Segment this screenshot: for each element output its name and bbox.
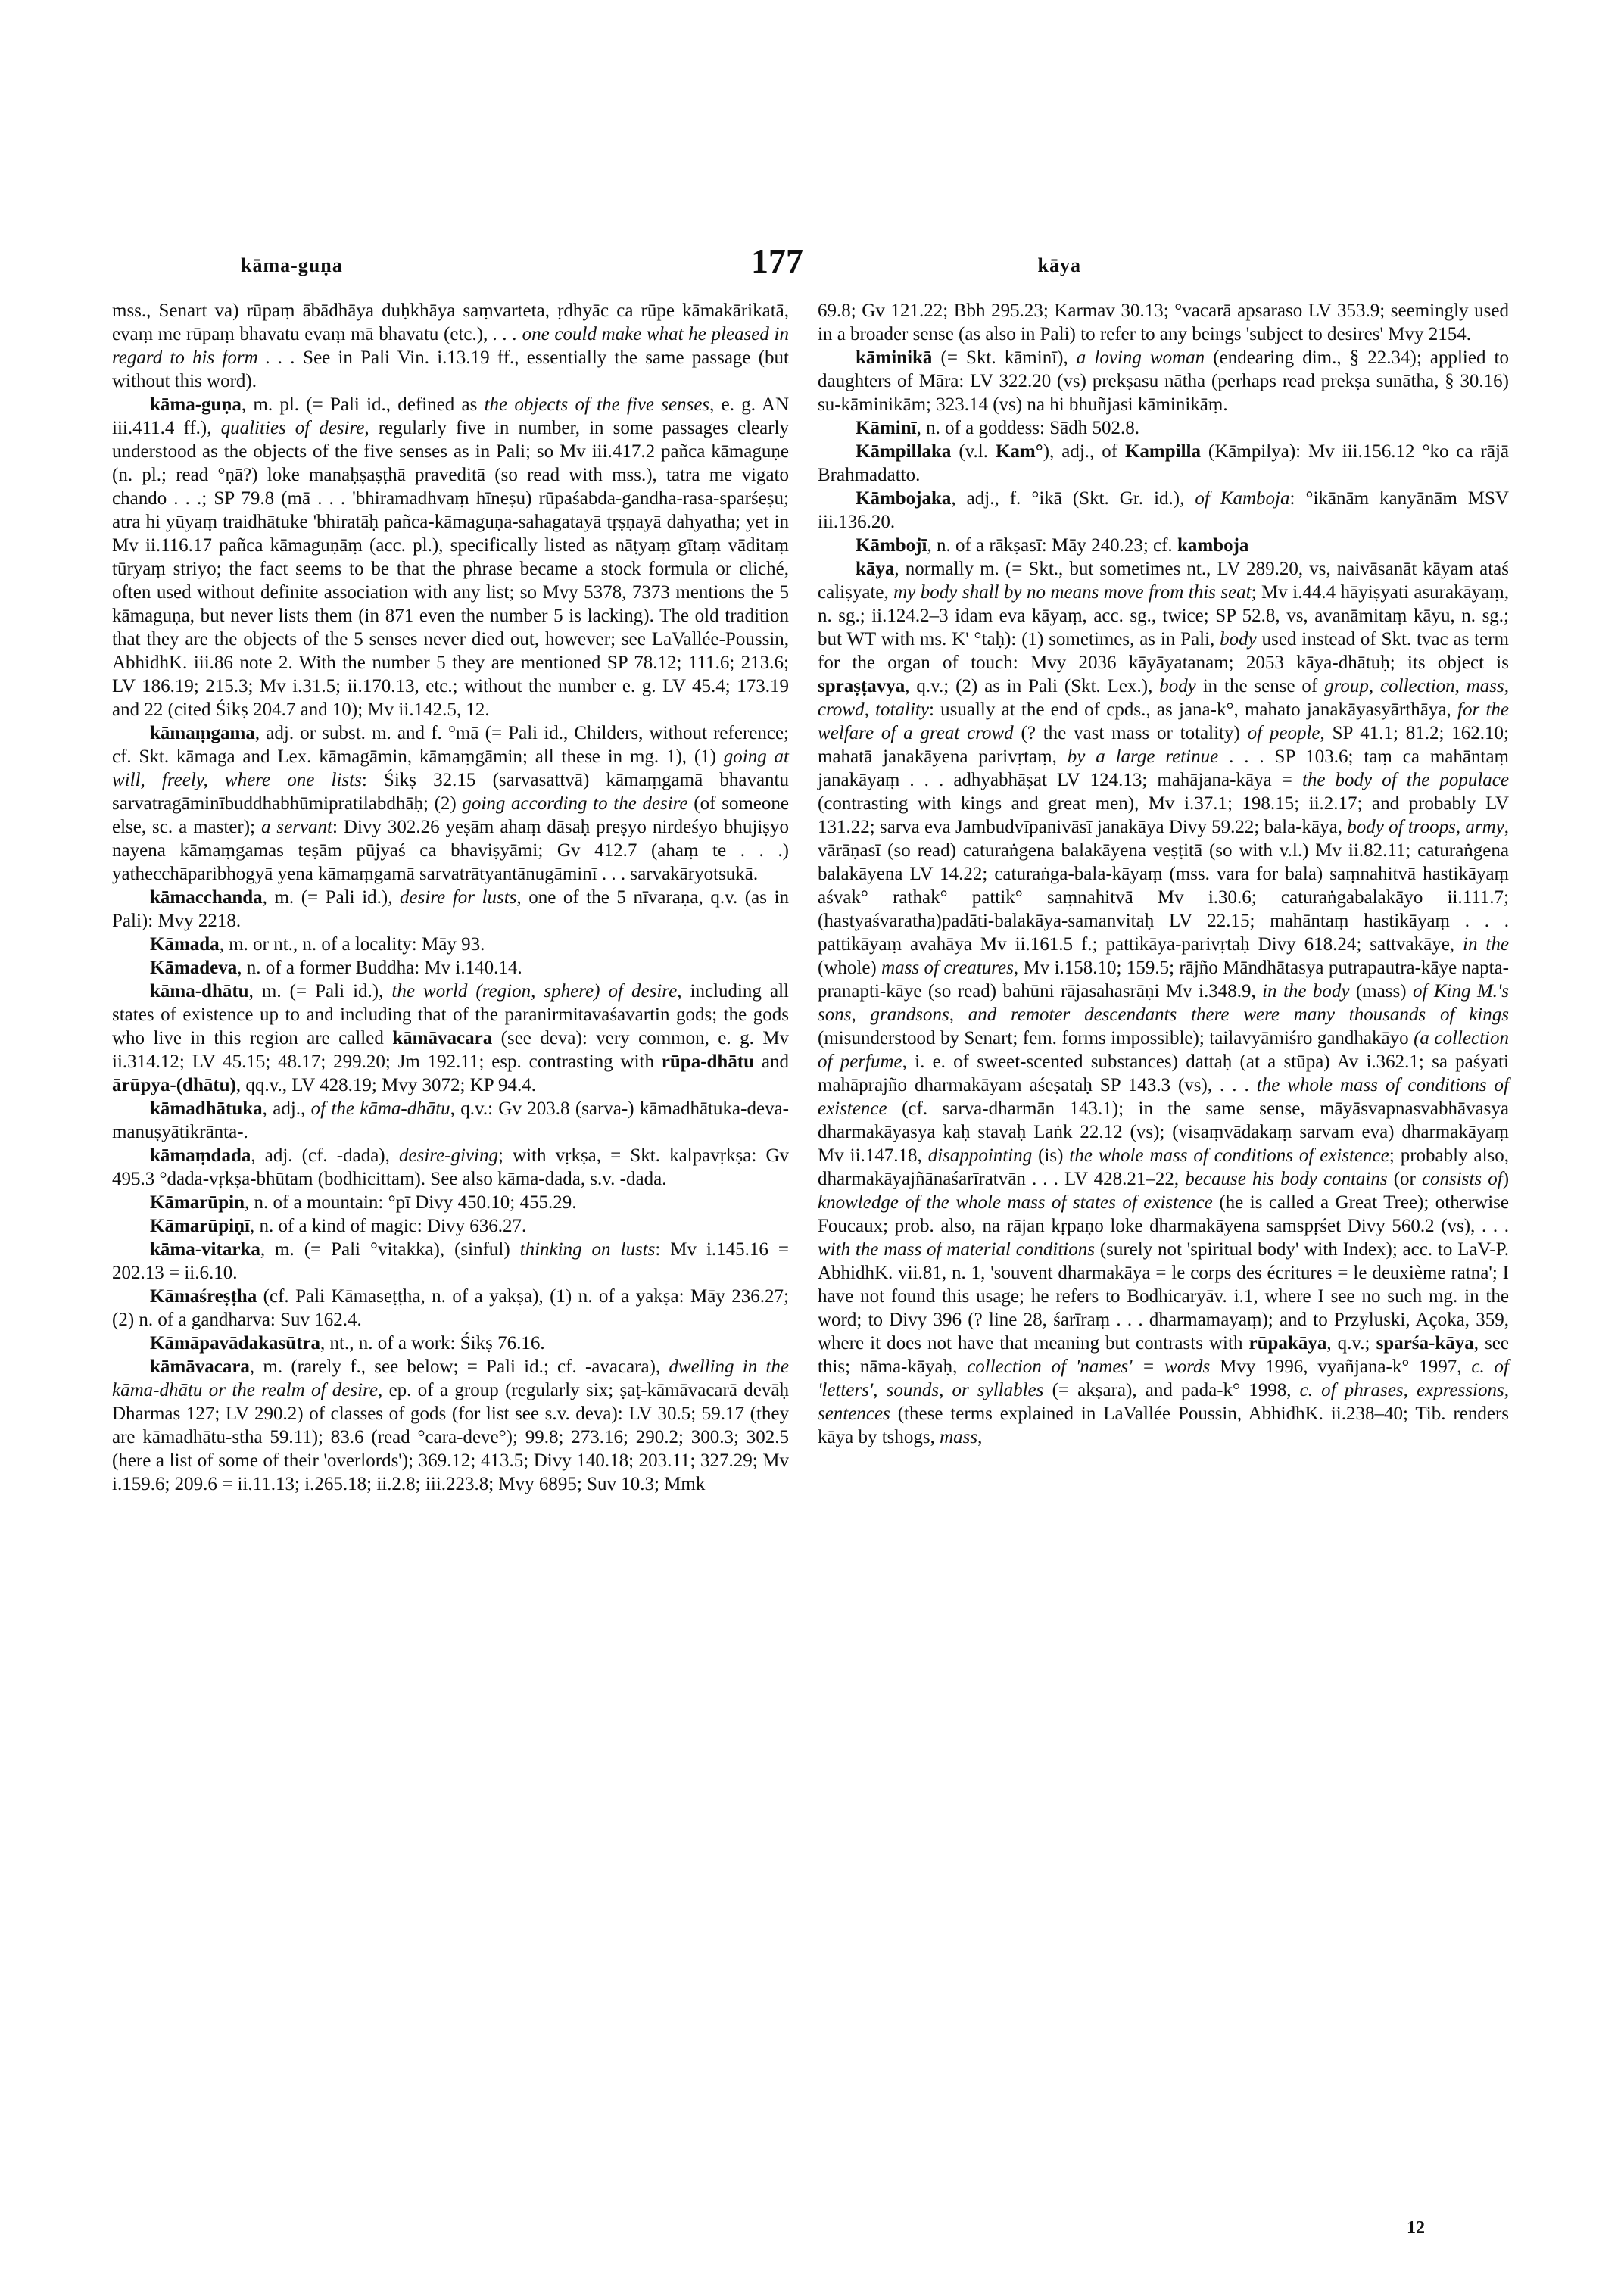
entry-text: (endearing dim., § 22.34); applied to daughters of Māra: LV 322.20 (vs) prekṣasu nātha (perhaps read prekṣa sunātha, § 30.16) su-kāminikām; 323.14 (vs) na hi bhuñjasi kāminikāṃ. [818,347,1509,415]
entry-text: , m. (= Pali id.), [262,887,401,908]
dictionary-entry [112,956,789,980]
entry-text: ) [1502,1169,1510,1189]
entry-text: , adj., [262,1098,311,1119]
headword: spraṣṭavya [818,676,906,696]
gloss: a loving woman [1076,347,1205,368]
entry-text: , q.v.: Gv 203.8 (sarva-) kāmadhātuka-deva-manuṣyātikrānta-. [112,1098,789,1142]
gloss: consists of [1421,1169,1503,1189]
gloss: of people [1247,723,1320,743]
gloss: body [1159,676,1196,696]
entry-text: . . . SP 103.6; taṃ ca mahāntaṃ janakāyaṃ . . . adhyabhāṣat LV 124.13; mahājana-kāya = [818,746,1509,790]
right-guide-word: kāya [1037,254,1081,276]
entry-text: (contrasting with kings and great men), Mv i.37.1; 198.15; ii.2.17; and probably LV 131.22; sarva eva Jambudvīpanivāsī janakāya Divy 59.22; bala-kāya, [818,793,1509,837]
dictionary-entry [112,1238,789,1285]
headword: sparśa-kāya [1376,1333,1474,1354]
entry-text: (cf. Pali Kāmaseṭṭha, n. of a yakṣa), (1) n. of a yakṣa: Māy 236.27; (2) n. of a gandharva: Suv 162.4. [112,1286,789,1330]
dictionary-entry [112,393,789,721]
entry-text: (of someone else, sc. a master); [112,793,789,837]
entry-text: Mvy 1996, vyañjana-k° 1997, [1210,1357,1472,1377]
gloss: going according to the desire [462,793,688,814]
entry-text: , ep. of a group (regularly six; ṣaṭ-kāmāvacarā devāḥ Dharmas 127; LV 290.2) of classes of gods (for list see s.v. deva): LV 30.5; 59.17 (they are kāmadhātu-stha 59.11); 83.6 (read °cara-deve°); 99.8; 273.16; 290.2; 300.3; 302.5 (here a list of some of their 'overlords'); 369.12; 413.5; Divy 140.18; 203.11; 327.29; Mv i.159.6; 209.6 = ii.11.13; i.265.18; ii.2.8; iii.223.8; Mvy 6895; Suv 10.3; Mmk [112,1380,789,1494]
entry-text: , n. of a former Buddha: Mv i.140.14. [237,958,522,978]
left-guide-word: kāma-guṇa [241,254,343,276]
dictionary-entry [112,1214,789,1238]
gloss: mass [940,1427,978,1447]
entry-text: , adj. or subst. m. and f. °mā (= Pali id., Childers, without reference; cf. Skt. kāmaga and Lex. kāmagāmin, kāmaṃgāmin; all these in mg. 1), (1) [112,723,789,767]
gloss: for the welfare of a great crowd [818,699,1510,743]
gloss: the whole mass of conditions of existence [1069,1145,1389,1166]
headword: kāmaṃgama [150,723,255,743]
entry-text: (whole) [818,958,882,978]
gloss: c. of 'letters', sounds, or syllables [818,1357,1509,1400]
dictionary-entry [818,346,1509,416]
entry-text: , nt., n. of a work: Śikṣ 76.16. [320,1333,545,1354]
entry-text: used instead of Skt. tvac as term for the organ of touch: Mvy 2036 kāyāyatanam; 2053 kāya-dhātuḥ; its object is [818,629,1509,673]
gloss: the objects of the five senses [484,394,710,415]
entry-text: (these terms explained in LaVallée Poussin, AbhidhK. ii.238–40; Tib. renders kāya by tshogs, [818,1404,1509,1447]
headword: rūpakāya [1248,1333,1327,1354]
dictionary-entry [112,1285,789,1332]
gloss: body [1220,629,1257,650]
gloss: of King M.'s sons, grandsons, and remoter descendants there were many thousands of kings [818,981,1510,1025]
dictionary-entry [112,299,789,393]
gloss: c. of phrases, expressions, sentences [818,1380,1509,1424]
headword: kāmāvacara [150,1357,250,1377]
headword: kāmadhātuka [150,1098,263,1119]
dictionary-entry [112,1332,789,1355]
headword: kāma-dhātu [150,981,249,1002]
gloss: group, collection, mass, crowd, totality [818,676,1509,720]
signature-mark: 12 [1407,2218,1425,2238]
headword: kāminikā [856,347,933,368]
headword: rūpa-dhātu [661,1051,755,1072]
entry-text: , e. g. AN iii.411.4 ff.), [112,394,790,438]
entry-text: , SP 41.1; 81.2; 162.10; mahatā janakāyena parivṛtaṃ, [818,723,1509,767]
headword: kāma-guṇa [150,394,242,415]
gloss: dwelling in the kāma-dhātu or the realm of desire [112,1357,789,1400]
gloss: going at will, freely, where one lists [112,746,789,790]
gloss: in the [1463,934,1509,955]
headword: kāmāvacara [392,1028,493,1048]
dictionary-entry [818,299,1509,346]
page-header [0,241,1624,286]
headword: Kāmadeva [150,958,238,978]
gloss: the whole mass of conditions of existence [818,1075,1510,1119]
entry-text: See in Pali Vin. i.13.19 ff., essentially the same passage (but without this word). [112,347,789,391]
headword: Kāmaśreṣṭha [150,1286,257,1307]
gloss: body of troops, army [1347,817,1504,837]
entry-text: , [977,1427,983,1447]
page-number: 177 [751,241,803,280]
headword: ārūpya-(dhātu) [112,1075,236,1095]
entry-text: (is) [1032,1145,1070,1166]
gloss: (a collection of perfume [818,1028,1509,1072]
entry-text: , normally m. (= Skt., but sometimes nt., LV 289.20, vs, naivāsanāt kāyam ataś caliṣyate, [818,559,1509,603]
dictionary-entry [112,1191,789,1214]
gloss: of the kāma-dhātu [310,1098,450,1119]
entry-text: in the sense of [1195,676,1325,696]
entry-text: , q.v.; (2) as in Pali (Skt. Lex.), [905,676,1160,696]
headword: Kāminī [856,418,917,438]
gloss: mass of creatures [881,958,1014,978]
dictionary-entry [112,1144,789,1191]
entry-text: , vārāṇasī (so read) caturaṅgena balakāyena veṣṭitā (so with v.l.) Mv ii.82.11; caturaṅgena balakāyena LV 14.22; caturaṅga-bala-kāyaṃ (mss. vara for bala) saṃnahitvā hastikāyaṃ aśvak° rathak° pattik° saṃnahitvā Mv i.30.6; caturaṅgabalakāyo ii.111.7; (hastyaśvaratha)padāti-balakāya-samanvitaḥ LV 22.15; mahāntaṃ hastikāyaṃ . . . pattikāyaṃ avahāya Mv ii.161.5 f.; pattikāya-parivṛtaḥ Divy 618.24; sattvakāye, [818,817,1509,955]
dictionary-entry [112,886,789,933]
dictionary-entry [112,1355,789,1496]
gloss: disappointing [927,1145,1033,1166]
entry-text: , adj. (cf. -dada), [251,1145,399,1166]
entry-text: and [754,1051,789,1072]
entry-text: (mass) [1349,981,1413,1002]
entry-text: : Divy 302.26 yeṣām ahaṃ dāsaḥ preṣyo nirdeśyo bhujiṣyo nayena kāmaṃgamas teṣām pūjyaś ca bhaviṣyāmi; Gv 412.7 (ahaṃ te . . .) yathecchāparibhogyā yena kāmaṃgamā sarvatrātyantānugāminī . . . sarvakāryotsukā. [112,817,789,884]
headword: kāmacchanda [150,887,263,908]
headword: Kampilla [1124,441,1201,462]
entry-text: (= Skt. kāminī), [932,347,1077,368]
entry-text: 69.8; Gv 121.22; Bbh 295.23; Karmav 30.13; °vacarā apsaraso LV 353.9; seemingly used in a broader sense (as also in Pali) to refer to any beings 'subject to desires' Mvy 2154. [818,301,1509,344]
gloss: thinking on lusts [519,1239,656,1260]
entry-text: mss., Senart va) rūpaṃ ābādhāya duḥkhāya saṃvarteta, ṛdhyāc ca rūpe kāmakārikatā, evaṃ me rūpaṃ bhavatu evaṃ mā bhavatu (etc.), [112,301,789,344]
entry-text: : Mv i.145.16 = 202.13 = ii.6.10. [112,1239,789,1283]
entry-text: (? the vast mass or totality) [1013,723,1248,743]
entry-text: , n. of a rākṣasī: Māy 240.23; cf. [927,535,1177,556]
entry-text: , n. of a kind of magic: Divy 636.27. [249,1216,527,1236]
gloss: my body shall by no means move from this seat [893,582,1252,603]
entry-text: ), adj., of [1043,441,1125,462]
headword: Kāmbojī [856,535,927,556]
entry-text: , Mv i.158.10; 159.5; rājño Māndhātasya putrapautra-kāye napta-pranapti-kāye (so read) bahūni rājasahasrāṇi Mv i.348.9, [818,958,1509,1002]
left-column [112,299,789,1496]
entry-text: (Kāmpilya): Mv iii.156.12 °ko ca rājā Brahmadatto. [818,441,1509,485]
entry-text: , m. or nt., n. of a locality: Māy 93. [219,934,485,955]
headword: Kāmarūpiṇī [150,1216,250,1236]
dictionary-entry [112,721,789,886]
headword: kāya [856,559,895,579]
entry-text: ; probably also, dharmakāyajñānaśarīratvān . . . LV 428.21–22, [818,1145,1510,1189]
entry-text: , q.v.; [1326,1333,1376,1354]
gloss: the world (region, sphere) of desire [391,981,678,1002]
entry-text: : °ikānām kanyānām MSV iii.136.20. [818,488,1509,532]
dictionary-entry [818,416,1509,440]
dictionary-entry [818,534,1509,557]
entry-text: : usually at the end of cpds., as jana-k°, mahato janakāyasyārthāya, [928,699,1458,720]
dictionary-entry [818,557,1509,1449]
gloss: a servant [260,817,332,837]
gloss: desire for lusts [400,887,517,908]
headword: Kāmāpavādakasūtra [150,1333,321,1354]
gloss: the body of the populace [1301,770,1509,790]
entry-text: (misunderstood by Senart; fem. forms impossible); tailavyāmiśro gandhakāyo [818,1028,1414,1048]
dictionary-entry [112,980,789,1097]
entry-text: , one of the 5 nīvaraṇa, q.v. (as in Pali): Mvy 2218. [112,887,789,931]
gloss: qualities of desire [220,418,365,438]
right-column [818,299,1509,1449]
entry-text: , n. of a goddess: Sādh 502.8. [916,418,1139,438]
entry-text: : Śikṣ 32.15 (sarvasattvā) kāmaṃgamā bhavantu sarvatragāminībuddhabhūmipratilabdhāḥ; (2) [112,770,789,814]
gloss: of Kamboja [1195,488,1290,509]
entry-text: , n. of a mountain: °pī Divy 450.10; 455.29. [245,1192,577,1213]
entry-text: , regularly five in number, in some passages clearly understood as the objects of the five senses as in Pali; so Mv iii.417.2 pañca kāmaguṇe (n. pl.; read °ṇā?) loke manaḥṣaṣṭhā praveditā (so read with mss.), tatra me vigato chando . . .; SP 79.8 (mā . . . 'bhiramadhvaṃ hīneṣu) rūpaśabda-gandha-rasa-sparśeṣu; atra hi yūyaṃ traidhātuke 'bhiratāḥ pañca-kāmaguṇa-sahagatayā tṛṣṇayā dahyatha; yet in Mv ii.116.17 pañca kāmaguṇāṃ (acc. pl.), specifically listed as nāṭyaṃ gītaṃ vāditaṃ tūryaṃ striyo; the fact seems to be that the phrase became a stock formula or cliché, often used without definite association with any list; so Mvy 5378, 7373 mentions the 5 kāmaguṇa, but never lists them (in 871 even the number 5 is lacking). The old tradition that they are the objects of the 5 senses never died out, however; see LaVallée-Poussin, AbhidhK. iii.86 note 2. With the number 5 they are mentioned SP 78.12; 111.6; 213.6; LV 186.19; 215.3; Mv i.31.5; ii.170.13, etc.; without the number e. g. LV 45.4; 173.19 and 22 (cited Śikṣ 204.7 and 10); Mv ii.142.5, 12. [112,418,789,720]
entry-text: (see deva): very common, e. g. Mv ii.314.12; LV 45.15; 48.17; 299.20; Jm 192.11; esp. contrasting with [112,1028,789,1072]
entry-text: (or [1387,1169,1422,1189]
entry-text: , m. (= Pali °vitakka), (sinful) [260,1239,520,1260]
entry-text: , m. (= Pali id.), [248,981,392,1002]
entry-text: , including all states of existence up to and including that of the paranirmitavaśavartin gods; the gods who live in this region are called [112,981,789,1048]
entry-text: ; with vṛkṣa, = Skt. kalpavṛkṣa: Gv 495.3 °dada-vṛkṣa-bhūtam (bodhicittam). See also kāma-dada, s.v. -dada. [112,1145,789,1189]
entry-text: , qq.v., LV 428.19; Mvy 3072; KP 94.4. [235,1075,537,1095]
entry-text: , m. (rarely f., see below; = Pali id.; cf. -avacara), [249,1357,669,1377]
headword: Kam° [995,441,1043,462]
gloss: because his body contains [1185,1169,1388,1189]
dictionary-entry [112,1097,789,1144]
entry-text: (surely not 'spiritual body' with Index); acc. to LaV-P. AbhidhK. vii.81, n. 1, 'souvent dharmakāya = le corps des écritures = le deuxième ratna'; I have not found this usage; he refers to Bodhicaryāv. i.1, where I see no such mg. in the word; to Divy 396 (? line 28, śarīraṃ . . . dharmamayaṃ); and to Przyluski, Açoka, 359, where it does not have that meaning but contrasts with [818,1239,1509,1354]
gloss: by a large retinue [1067,746,1219,767]
dictionary-entry [818,440,1509,487]
gloss: knowledge of the whole mass of states of existence [818,1192,1213,1213]
dictionary-entry [112,933,789,956]
entry-text: , m. pl. (= Pali id., defined as [241,394,485,415]
entry-text: (= akṣara), and pada-k° 1998, [1043,1380,1300,1400]
headword: kāmaṃdada [150,1145,251,1166]
entry-text: , adj., f. °ikā (Skt. Gr. id.), [951,488,1195,509]
gloss: collection of 'names' = words [967,1357,1211,1377]
gloss: desire-giving [399,1145,498,1166]
headword: Kāmbojaka [856,488,952,509]
headword: kamboja [1177,535,1249,556]
entry-text: (v.l. [951,441,996,462]
headword: Kāmarūpin [150,1192,245,1213]
headword: Kāmpillaka [856,441,952,462]
headword: Kāmada [150,934,220,955]
entry-text: , see this; nāma-kāyaḥ, [818,1333,1509,1377]
headword: kāma-vitarka [150,1239,260,1260]
gloss: with the mass of material conditions [818,1239,1095,1260]
gloss: . . . one could make what he pleased in regard to his form . . . [112,324,789,368]
entry-text: ; Mv i.44.4 hāyiṣyati asurakāyaṃ, n. sg.; ii.124.2–3 idam eva kāyaṃ, acc. sg., twice; SP 52.8, vs, avanāmitaṃ kāyu, n. sg.; but WT with ms. K' °taḥ): (1) sometimes, as in Pali, [818,582,1509,650]
entry-text: , i. e. of sweet-scented substances) dattaḥ (at a stūpa) Av i.362.1; sa paśyati mahāprajño dharmakāyam aśeṣataḥ SP 143.3 (vs), . . . [818,1051,1509,1095]
dictionary-entry [818,487,1509,534]
gloss: in the body [1262,981,1350,1002]
entry-text: (cf. sarva-dharmān 143.1); in the same sense, māyāsvapnasvabhāvasya dharmakāyasya kaḥ stavaḥ Laṅk 22.12 (vs); (visaṃvādakaṃ sarvam eva) dharmakāyaṃ Mv ii.147.18, [818,1098,1509,1166]
entry-text: (he is called a Great Tree); otherwise Foucaux; prob. also, na rājan kṛpaṇo loke dharmakāyena samspṛśet Divy 560.2 (vs), . . . [818,1192,1509,1236]
